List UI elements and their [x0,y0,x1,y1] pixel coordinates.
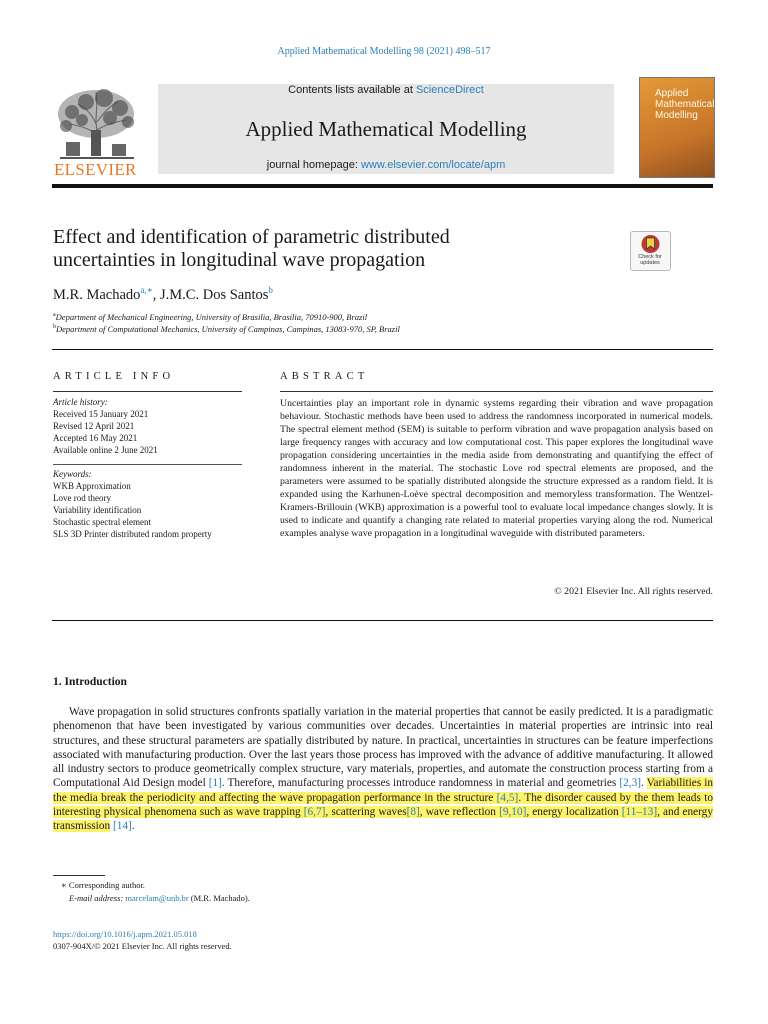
citation-link[interactable]: [14] [112,820,132,833]
affiliation-text: Department of Mechanical Engineering, University of Brasilia, Brasilia, 70910-900, Brazil [55,312,368,322]
homepage-prefix: journal homepage: [266,159,361,171]
highlighted-text: , scattering waves [325,806,407,819]
homepage-link[interactable]: www.elsevier.com/locate/apm [360,159,506,171]
author-separator: , [152,286,161,303]
citation-link[interactable]: [2,3] [619,777,641,790]
history-item: Accepted 16 May 2021 [53,433,138,443]
keyword-item: SLS 3D Printer distributed random property [53,529,212,539]
affiliation-mark: b [53,324,56,331]
divider [280,391,713,392]
highlighted-text: Variabilities in the media break the periodicity and affecting the wave propagation performance in the structure [53,777,713,804]
citation-link[interactable]: [8] [406,806,420,819]
keywords-label: Keywords: [53,469,92,479]
body-text: . Therefore, manufacturing processes introduce randomness in material and geometries [221,777,620,790]
cover-title-line: Modelling [655,110,698,121]
header-rule [52,184,713,188]
issn-copyright: 0307-904X/© 2021 Elsevier Inc. All rights reserved. [53,941,232,951]
email-suffix: (M.R. Machado). [188,893,250,903]
divider [52,620,713,621]
citation-link[interactable]: [6,7] [303,806,326,819]
email-link[interactable]: marcelam@unb.br [125,893,189,903]
footnote-rule [53,875,105,876]
publisher-wordmark: ELSEVIER [54,160,137,179]
divider [53,391,242,392]
affiliation-b [53,324,400,334]
body-text: . [641,777,647,790]
affiliation-mark: a [53,312,56,319]
author-affiliation-mark[interactable]: b [268,285,273,295]
divider [53,464,242,465]
highlighted-text: , energy localization [526,806,622,819]
highlighted-text: , and energy transmission [53,806,713,833]
history-label: Article history: [53,397,108,407]
footnote-mark: ∗ [61,880,67,890]
citation-link[interactable]: [9,10] [499,806,527,819]
keyword-item: Stochastic spectral element [53,517,151,527]
body-text: Wave propagation in solid structures confronts spatially variation in the material properties that cannot be easily predicted. It is a paradigmatic phenomenon that have been investigated by various communities over decades. Uncertainties in material properties are intrinsic into real structures, and these structural parameters are spatially distributed by nature. In practical, uncertainties in structures can be feature imperfections associated with manufacturing production. Over the last years those process has improved with the advance of additive manufacturing. It allowed all industry sectors to produce geometrically complex structure, vary materials, properties, and automate the construction process starting from a Computational Aid Design model [53,706,713,790]
article-history [53,396,158,456]
history-item: Received 15 January 2021 [53,409,149,419]
homepage-line [158,159,614,171]
affiliation-text: Department of Computational Mechanics, University of Campinas, Campinas, 13083-970, SP, Brazil [56,324,400,334]
email-label: E-mail address: [69,893,126,903]
keyword-item: Variability identification [53,505,142,515]
author-list [53,285,273,304]
highlighted-text: , wave reflection [419,806,500,819]
abstract-heading: ABSTRACT [280,371,369,382]
citation-link[interactable]: [4,5] [496,791,519,804]
cover-title-line: Applied [655,88,689,99]
copyright: © 2021 Elsevier Inc. All rights reserved. [554,586,713,597]
paper-title [53,226,613,272]
body-text: . [131,820,135,833]
corresponding-author-note [61,880,145,891]
keywords [53,468,212,540]
article-info-heading: ARTICLE INFO [53,371,175,382]
title-line: Effect and identification of parametric distributed [53,226,450,248]
divider [52,349,713,350]
author-name: J.M.C. Dos Santos [160,286,269,303]
keyword-item: WKB Approximation [53,481,131,491]
title-line: uncertainties in longitudinal wave propagation [53,249,426,271]
check-for-updates-label[interactable]: Check for updates [638,254,662,266]
citation-link[interactable]: [11–13] [621,806,658,819]
cover-title-line: Mathematical [655,99,715,110]
journal-title: Applied Mathematical Modelling [245,117,527,141]
history-item: Available online 2 June 2021 [53,445,158,455]
contents-line [158,84,614,96]
sciencedirect-link[interactable]: ScienceDirect [415,84,484,96]
keyword-item: Love rod theory [53,493,111,503]
journal-cover-title [655,88,713,121]
citation-link[interactable]: [1] [208,777,222,790]
history-item: Revised 12 April 2021 [53,421,135,431]
abstract-text: Uncertainties play an important role in dynamic systems regarding their vibration and wave propagation behaviour. Stochastic methods have been used to address the randomness incorporated in numerical models. The spectral element method (SEM) is suitable to perform vibration and wave propagation analysis based on large frequency ranges with accuracy and low computational cost. This paper explores the longitudinal wave propagation considering uncertainties in the media aside from demonstrating and quantifying the effect of randomness inherent in the material. The stochastic Love rod spectral elements are proposed, and the parameters were assumed to be spatially distributed alongside the structure expressed as a random field. It is expanded using the Karhunen-Loève spectral decomposition and memoryless transformation. The Wentzel-Kramers-Brillouin (WKB) approximation is a powerful tool to evaluate local impedance changes slowly. It is used to indicate and quantify a changing rate related to material properties varying along the rod. Numerical examples analyse wave propagation in a longitudinal waveguide with distributed parameters. [280,398,713,539]
introduction-paragraph [53,705,713,834]
footnote-text: Corresponding author. [68,880,145,890]
highlighted-text: . The disorder caused by the them leads to interesting physical phenomena such as wave trapping [53,791,714,819]
bookmark-icon [631,232,670,256]
doi-link[interactable]: https://doi.org/10.1016/j.apm.2021.05.018 [53,929,197,939]
author-affiliation-mark[interactable]: a,∗ [140,285,153,295]
section-heading: 1. Introduction [53,676,127,688]
journal-citation[interactable]: Applied Mathematical Modelling 98 (2021) 498–517 [277,46,491,57]
email-note [69,893,250,903]
affiliation-a [53,312,367,322]
author-name: M.R. Machado [53,286,141,303]
contents-prefix: Contents lists available at [288,84,416,96]
